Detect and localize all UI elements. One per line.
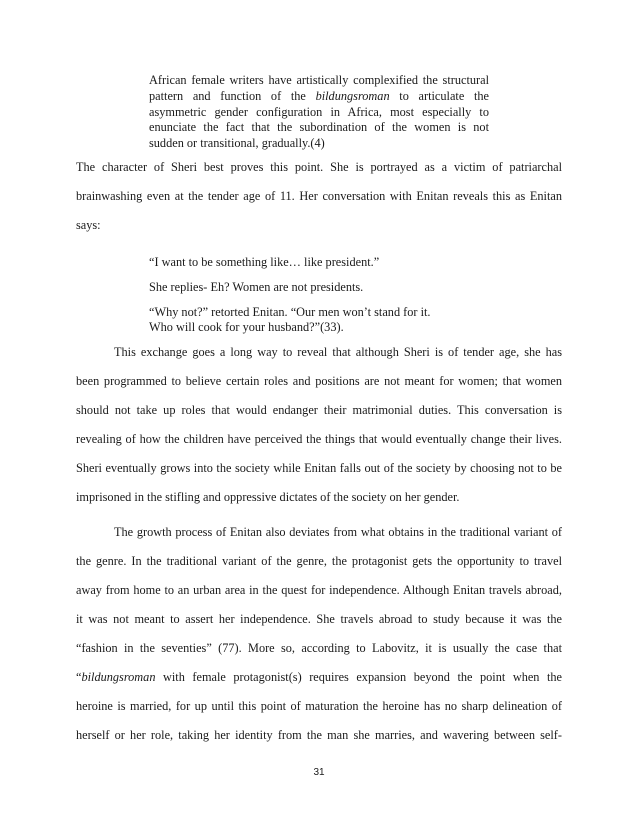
- dialogue-line: Who will cook for your husband?”(33).: [149, 320, 344, 334]
- page-number: 31: [313, 767, 325, 778]
- block-quote-line: sudden or transitional, gradually.(4): [149, 136, 325, 150]
- paragraph-line: imprisoned in the stifling and oppressive dictates of the society on her gender.: [76, 490, 460, 504]
- paragraph-line: says:: [76, 218, 101, 232]
- paragraph-line: revealing of how the children have perceived the things that would eventually change their lives.: [76, 432, 562, 446]
- dialogue-line: “Why not?” retorted Enitan. “Our men won’t stand for it.: [149, 305, 431, 319]
- paragraph-line: This exchange goes a long way to reveal that although Sheri is of tender age, she has: [114, 345, 562, 359]
- block-quote-line: asymmetric gender configuration in Africa, most especially to: [149, 105, 489, 119]
- paragraph-line: The character of Sheri best proves this point. She is portrayed as a victim of patriarchal: [76, 160, 562, 174]
- paragraph-line: herself or her role, taking her identity from the man she marries, and wavering between self-: [76, 728, 562, 742]
- paragraph-line: should not take up roles that would endanger their matrimonial duties. This conversation is: [76, 403, 562, 417]
- paragraph-line: it was not meant to assert her independence. She travels abroad to study because it was the: [76, 612, 562, 626]
- paragraph-line: Sheri eventually grows into the society while Enitan falls out of the society by choosing not to be: [76, 461, 562, 475]
- paragraph-line: heroine is married, for up until this point of maturation the heroine has no sharp delineation of: [76, 699, 562, 713]
- paragraph-line: brainwashing even at the tender age of 11. Her conversation with Enitan reveals this as Enitan: [76, 189, 562, 203]
- paragraph-line: the genre. In the traditional variant of the genre, the protagonist gets the opportunity to travel: [76, 554, 562, 568]
- dialogue-line: She replies- Eh? Women are not presidents.: [149, 280, 364, 294]
- paragraph-line: The growth process of Enitan also deviates from what obtains in the traditional variant of: [114, 525, 562, 539]
- paragraph-line: “fashion in the seventies” (77). More so, according to Labovitz, it is usually the case that: [76, 641, 562, 655]
- paragraph-line: been programmed to believe certain roles and positions are not meant for women; that women: [76, 374, 562, 388]
- paragraph-line: “bildungsroman with female protagonist(s) requires expansion beyond the point when the: [76, 670, 562, 684]
- block-quote-line: enunciate the fact that the subordination of the women is not: [149, 120, 489, 134]
- paragraph-line: away from home to an urban area in the quest for independence. Although Enitan travels abroad,: [76, 583, 562, 597]
- block-quote-line: pattern and function of the bildungsroman to articulate the: [149, 89, 489, 103]
- dialogue-line: “I want to be something like… like president.”: [149, 255, 380, 269]
- block-quote-line: African female writers have artistically complexified the structural: [149, 73, 489, 87]
